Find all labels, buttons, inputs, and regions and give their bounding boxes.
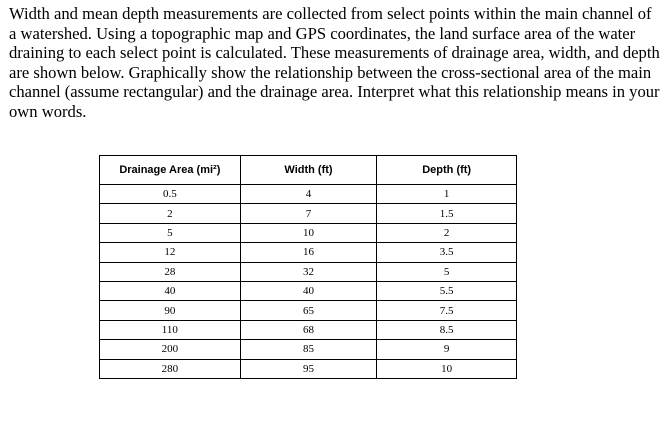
cell-drainage-area: 200 xyxy=(100,340,241,359)
table-row xyxy=(100,301,517,320)
table-row xyxy=(100,320,517,339)
cell-drainage-area: 28 xyxy=(100,262,241,281)
table-row xyxy=(100,359,517,378)
table-row xyxy=(100,204,517,223)
cell-drainage-area: 5 xyxy=(100,223,241,242)
cell-depth: 1.5 xyxy=(377,204,517,223)
cell-width: 65 xyxy=(240,301,377,320)
cell-drainage-area: 110 xyxy=(100,320,241,339)
cell-depth: 9 xyxy=(377,340,517,359)
cell-drainage-area: 90 xyxy=(100,301,241,320)
cell-drainage-area: 40 xyxy=(100,281,241,300)
table-header-row xyxy=(100,156,517,185)
cell-depth: 2 xyxy=(377,223,517,242)
cell-depth: 5.5 xyxy=(377,281,517,300)
cell-width: 4 xyxy=(240,185,377,204)
cell-depth: 7.5 xyxy=(377,301,517,320)
question-text: Width and mean depth measurements are collected from select points within the main channel of a watershed. Using a topographic map and GPS coordinates, the land surface area of the water draining to each select point is calculated. These measurements of drainage area, width, and depth are shown below. Graphically show the relationship between the cross-sectional area of the main channel (assume rectangular) and the drainage area. Interpret what this relationship means in your own words. xyxy=(9,4,660,121)
cell-width: 32 xyxy=(240,262,377,281)
cell-width: 10 xyxy=(240,223,377,242)
cell-width: 7 xyxy=(240,204,377,223)
cell-width: 85 xyxy=(240,340,377,359)
cell-width: 40 xyxy=(240,281,377,300)
cell-depth: 8.5 xyxy=(377,320,517,339)
header-drainage-area: Drainage Area (mi²) xyxy=(100,156,241,185)
header-depth: Depth (ft) xyxy=(377,156,517,185)
cell-depth: 10 xyxy=(377,359,517,378)
cell-width: 68 xyxy=(240,320,377,339)
cell-depth: 1 xyxy=(377,185,517,204)
cell-drainage-area: 12 xyxy=(100,243,241,262)
header-width: Width (ft) xyxy=(240,156,377,185)
table-row xyxy=(100,243,517,262)
cell-depth: 3.5 xyxy=(377,243,517,262)
cell-depth: 5 xyxy=(377,262,517,281)
table-row xyxy=(100,223,517,242)
table-row xyxy=(100,340,517,359)
cell-drainage-area: 2 xyxy=(100,204,241,223)
cell-drainage-area: 0.5 xyxy=(100,185,241,204)
cell-width: 95 xyxy=(240,359,377,378)
measurements-table xyxy=(99,155,517,379)
cell-drainage-area: 280 xyxy=(100,359,241,378)
table-row xyxy=(100,262,517,281)
table-row xyxy=(100,185,517,204)
cell-width: 16 xyxy=(240,243,377,262)
table-row xyxy=(100,281,517,300)
